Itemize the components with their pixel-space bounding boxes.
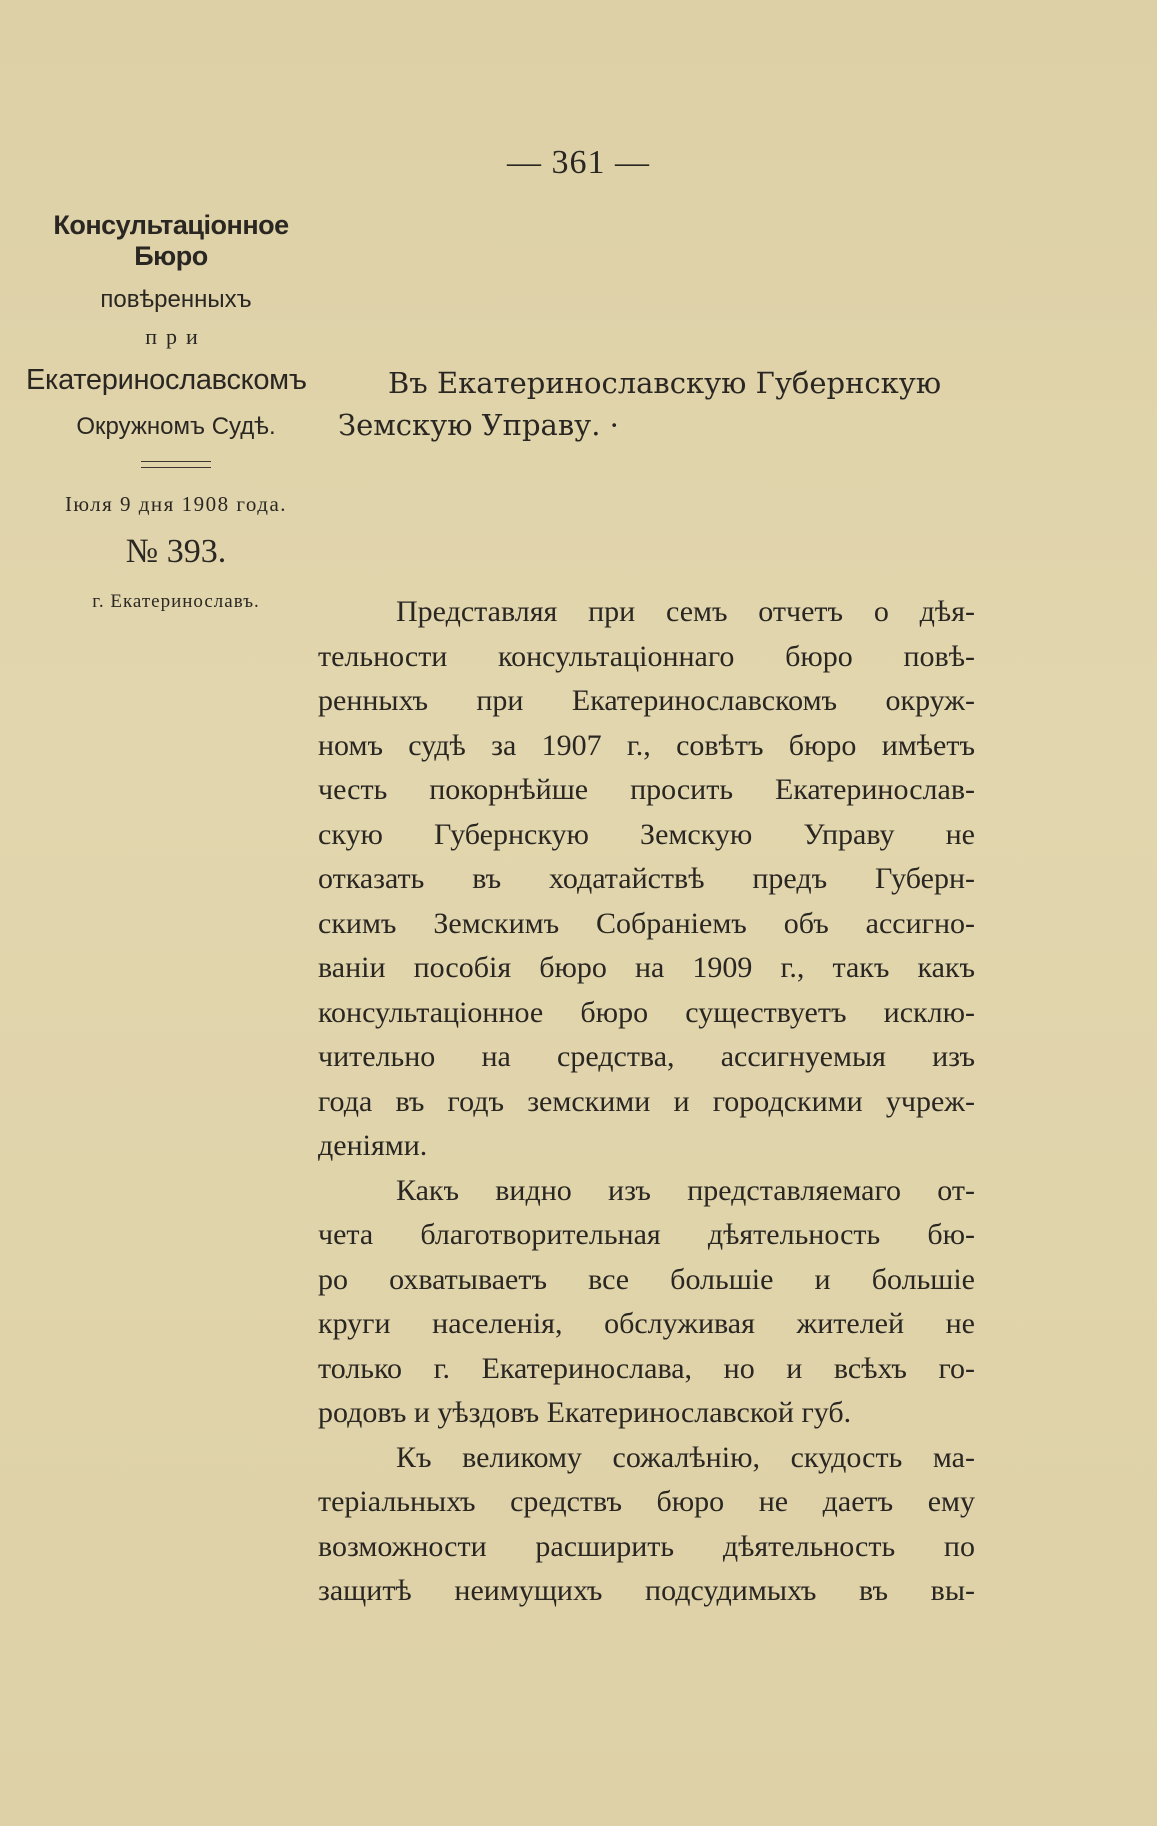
- body-line: отказать въ ходатайствѣ предъ Губерн-: [318, 862, 975, 895]
- body-line: чета благотворительная дѣятельность бю-: [318, 1218, 975, 1251]
- addressee-block: [338, 362, 978, 446]
- body-line: честь покорнѣйше просить Екатеринослав-: [318, 773, 975, 806]
- body-line: скимъ Земскимъ Собраніемъ объ ассигно-: [318, 906, 975, 940]
- body-line: тельности консультаціоннаго бюро повѣ-: [318, 639, 975, 673]
- body-paragraph: [318, 1436, 975, 1614]
- sender-line-2: повѣренныхъ: [100, 286, 252, 313]
- body-line: родовъ и уѣздовъ Екатеринославской губ.: [318, 1396, 852, 1429]
- body-line: теріальныхъ средствъ бюро не даетъ ему: [318, 1485, 975, 1518]
- sender-line-3: при: [145, 324, 207, 349]
- sender-line-5: Окружномъ Судѣ.: [76, 413, 276, 440]
- addressee-line-2: Земскую Управу. ·: [338, 408, 619, 442]
- body-paragraph: [318, 1169, 975, 1436]
- letter-date: Іюля 9 дня 1908 года.: [64, 492, 288, 516]
- sender-city: г. Екатеринославъ.: [92, 591, 260, 612]
- letter-number: № 393.: [125, 533, 227, 570]
- body-line: консультаціонное бюро существуетъ исклю-: [318, 995, 975, 1029]
- body-line: деніями.: [318, 1129, 428, 1162]
- letter-body: [318, 590, 975, 1614]
- body-line: года въ годъ земскими и городскими учреж-: [318, 1084, 975, 1118]
- sender-org-name: Консультаціонное Бюро: [53, 210, 289, 271]
- sender-block: [26, 210, 326, 613]
- body-line: только г. Екатеринослава, но и всѣхъ го-: [318, 1351, 975, 1385]
- body-line: ренныхъ при Екатеринославскомъ окруж-: [318, 684, 975, 717]
- page-number: — 361 —: [507, 144, 650, 181]
- body-line: возможности расширить дѣятельность по: [318, 1529, 975, 1563]
- body-paragraph: [318, 590, 975, 1169]
- addressee-line-1: Въ Екатеринославскую Губернскую: [388, 366, 942, 400]
- body-line: ваніи пособія бюро на 1909 г., такъ какъ: [318, 951, 975, 984]
- body-line: защитѣ неимущихъ подсудимыхъ въ вы-: [318, 1574, 975, 1607]
- sender-line-4: Екатеринославскомъ: [26, 364, 307, 396]
- body-line: Какъ видно изъ представляемаго от-: [396, 1173, 975, 1207]
- body-line: чительно на средства, ассигнуемыя изъ: [318, 1040, 975, 1073]
- body-line: круги населенія, обслуживая жителей не: [318, 1307, 975, 1340]
- body-line: ро охватываетъ все большіе и большіе: [318, 1262, 975, 1296]
- double-rule-divider: [141, 461, 211, 468]
- body-line: Къ великому сожалѣнію, скудость ма-: [396, 1440, 975, 1474]
- body-line: номъ судѣ за 1907 г., совѣтъ бюро имѣетъ: [318, 728, 975, 762]
- body-line: Представляя при семъ отчетъ о дѣя-: [396, 595, 975, 628]
- body-line: скую Губернскую Земскую Управу не: [318, 817, 975, 851]
